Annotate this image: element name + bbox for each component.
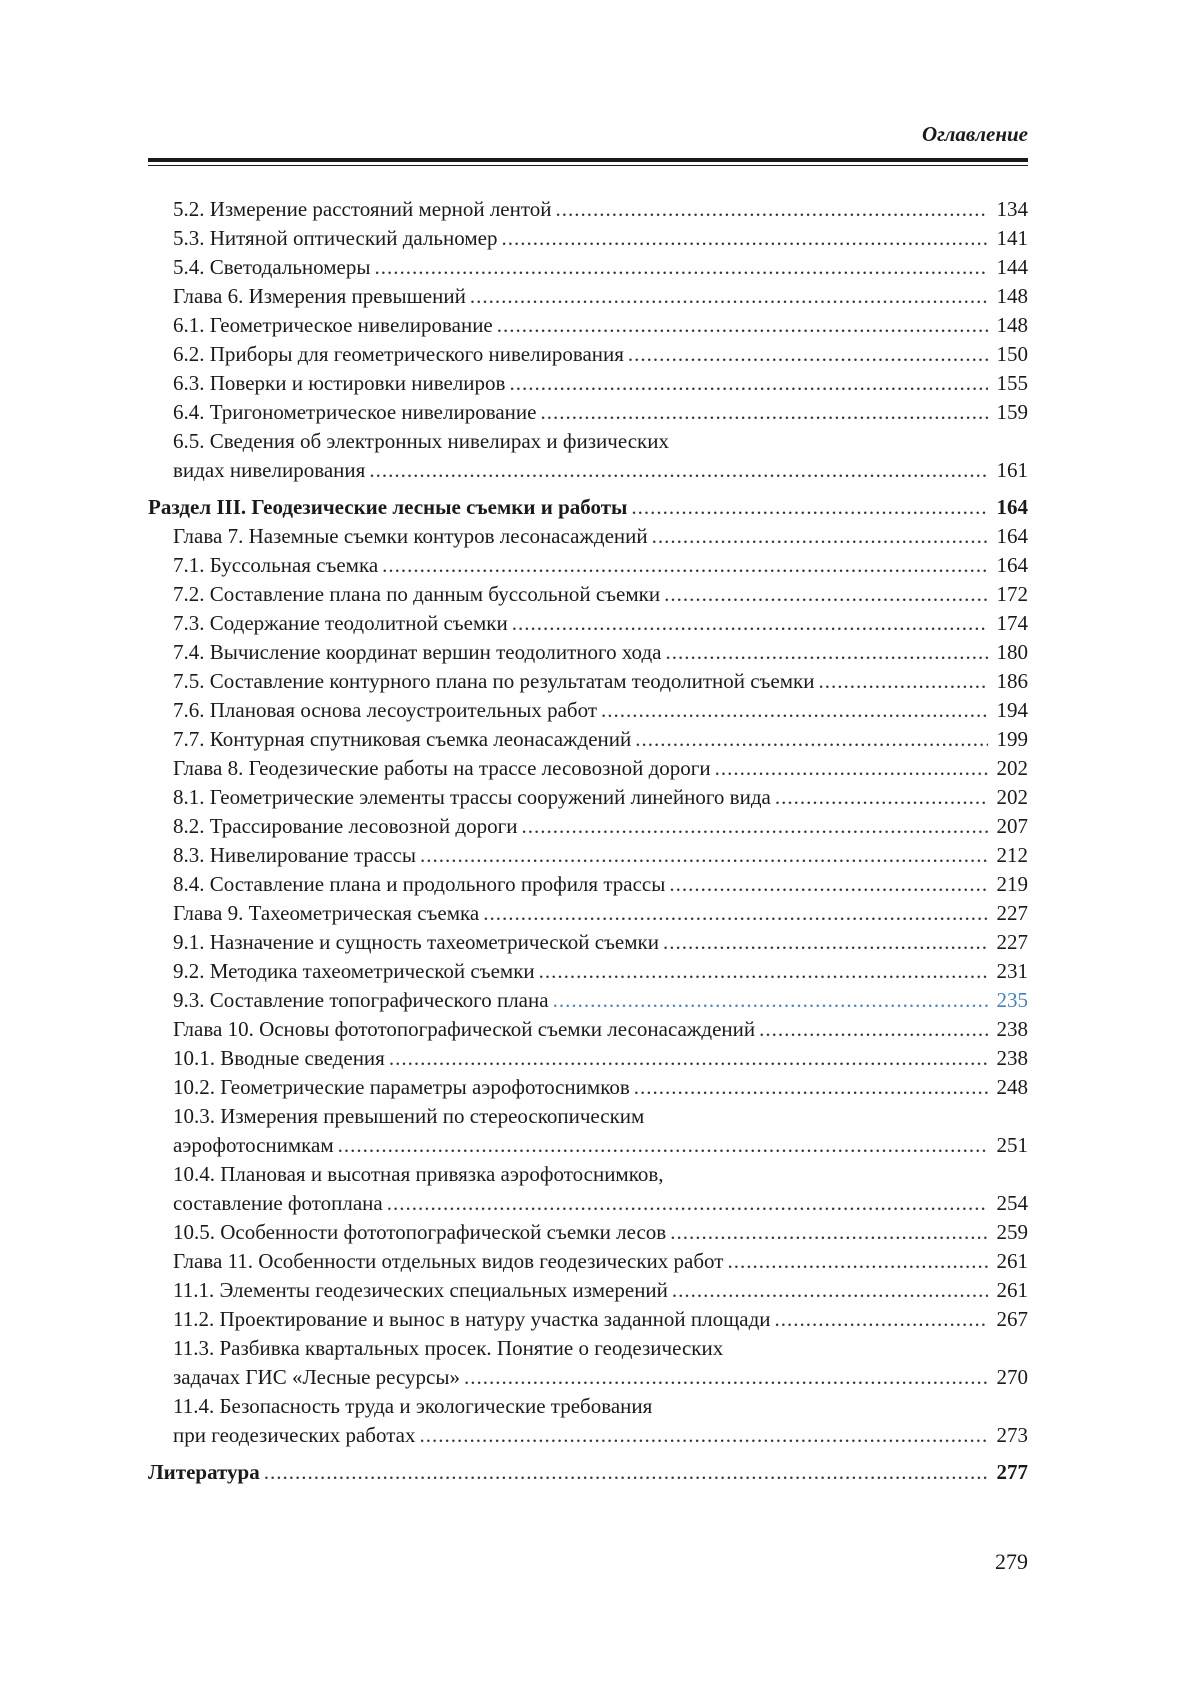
toc-entry-line	[148, 1218, 1028, 1247]
toc-entry[interactable]	[148, 1102, 1028, 1160]
toc-entry-line	[148, 957, 1028, 986]
toc-entry[interactable]	[148, 580, 1028, 609]
toc-page-number: 164	[996, 495, 1028, 519]
toc-entry-title: при геодезических работах	[173, 1423, 416, 1447]
toc-entry-title: 10.3. Измерения превышений по стереоскопическим	[173, 1104, 645, 1128]
toc-entry-line	[148, 1421, 1028, 1450]
dot-leader	[628, 340, 988, 369]
dot-leader	[672, 1276, 988, 1305]
toc-entry[interactable]	[148, 1276, 1028, 1305]
toc-page-number: 248	[996, 1075, 1028, 1099]
toc-entry[interactable]	[148, 398, 1028, 427]
toc-page-number: 261	[996, 1278, 1028, 1302]
dot-leader	[759, 1015, 988, 1044]
toc-entry-line	[148, 667, 1028, 696]
toc-entry[interactable]	[148, 609, 1028, 638]
dot-leader	[419, 1421, 988, 1450]
toc-page-number: 134	[996, 197, 1028, 221]
toc-entry-title: 8.3. Нивелирование трассы	[173, 843, 416, 867]
dot-leader	[483, 899, 988, 928]
toc-entry-line	[148, 725, 1028, 754]
toc-section-entry[interactable]	[148, 493, 1028, 522]
toc-entry[interactable]	[148, 1305, 1028, 1334]
toc-entry-title: видах нивелирования	[173, 458, 366, 482]
toc-entry-line	[148, 986, 1028, 1015]
toc-entry-title: 11.4. Безопасность труда и экологические требования	[173, 1394, 653, 1418]
toc-page-number: 172	[996, 582, 1028, 606]
toc-page-number: 227	[996, 901, 1028, 925]
toc-page-number: 199	[996, 727, 1028, 751]
toc-entry[interactable]	[148, 1218, 1028, 1247]
toc-entry[interactable]	[148, 522, 1028, 551]
page-number: 279	[995, 1549, 1028, 1574]
toc-entry-title: 10.1. Вводные сведения	[173, 1046, 385, 1070]
dot-leader	[634, 1073, 988, 1102]
table-of-contents	[148, 195, 1028, 1487]
toc-page-number: 267	[996, 1307, 1028, 1331]
dot-leader	[631, 493, 988, 522]
toc-entry-line	[148, 340, 1028, 369]
toc-entry-title: 11.1. Элементы геодезических специальных измерений	[173, 1278, 668, 1302]
toc-entry-line	[148, 1363, 1028, 1392]
section-gap	[148, 485, 1028, 493]
toc-entry-title: 11.2. Проектирование и вынос в натуру участка заданной площади	[173, 1307, 771, 1331]
header-rule-thin	[148, 165, 1028, 166]
toc-entry-title: Литература	[148, 1460, 260, 1484]
toc-page-number: 148	[996, 284, 1028, 308]
toc-entry-line	[148, 1044, 1028, 1073]
toc-page-number: 202	[996, 785, 1028, 809]
toc-entry[interactable]	[148, 957, 1028, 986]
toc-page-number: 219	[996, 872, 1028, 896]
dot-leader	[818, 667, 988, 696]
toc-entry-title: 6.2. Приборы для геометрического нивелирования	[173, 342, 624, 366]
toc-entry-line	[148, 783, 1028, 812]
toc-entry-title: 5.3. Нитяной оптический дальномер	[173, 226, 498, 250]
toc-entry-line	[148, 1102, 1028, 1131]
dot-leader	[338, 1131, 988, 1160]
toc-page-number: 144	[996, 255, 1028, 279]
toc-entry[interactable]	[148, 725, 1028, 754]
toc-entry[interactable]	[148, 899, 1028, 928]
dot-leader	[521, 812, 988, 841]
toc-entry[interactable]	[148, 311, 1028, 340]
toc-entry[interactable]	[148, 1044, 1028, 1073]
toc-entry-title: 6.3. Поверки и юстировки нивелиров	[173, 371, 506, 395]
toc-entry[interactable]	[148, 1160, 1028, 1218]
toc-entry-title: 10.5. Особенности фототопографической съемки лесов	[173, 1220, 667, 1244]
toc-entry[interactable]	[148, 667, 1028, 696]
toc-page-number: 251	[996, 1133, 1028, 1157]
toc-entry[interactable]	[148, 1334, 1028, 1392]
toc-entry-line	[148, 638, 1028, 667]
toc-entry[interactable]	[148, 224, 1028, 253]
toc-entry-title: 7.3. Содержание теодолитной съемки	[173, 611, 508, 635]
dot-leader	[374, 253, 988, 282]
toc-entry-title: 8.1. Геометрические элементы трассы сооружений линейного вида	[173, 785, 771, 809]
dot-leader	[501, 224, 988, 253]
toc-entry[interactable]	[148, 870, 1028, 899]
toc-entry-line	[148, 456, 1028, 485]
toc-entry-line	[148, 928, 1028, 957]
dot-leader	[509, 369, 988, 398]
toc-page-number: 174	[996, 611, 1028, 635]
dot-leader	[387, 1189, 988, 1218]
toc-entry-title: 8.2. Трассирование лесовозной дороги	[173, 814, 518, 838]
toc-entry-line	[148, 398, 1028, 427]
toc-entry-line	[148, 870, 1028, 899]
toc-page-number: 180	[996, 640, 1028, 664]
dot-leader	[464, 1363, 988, 1392]
dot-leader	[663, 928, 988, 957]
toc-entry-title: 9.1. Назначение и сущность тахеометрической съемки	[173, 930, 659, 954]
toc-entry-line	[148, 311, 1028, 340]
dot-leader	[775, 783, 988, 812]
dot-leader	[470, 282, 988, 311]
toc-entry-line	[148, 609, 1028, 638]
dot-leader	[382, 551, 988, 580]
toc-entry-title: 6.5. Сведения об электронных нивелирах и физических	[173, 429, 669, 453]
toc-entry[interactable]	[148, 282, 1028, 311]
toc-entry[interactable]	[148, 551, 1028, 580]
toc-entry-title: 6.4. Тригонометрическое нивелирование	[173, 400, 537, 424]
dot-leader	[775, 1305, 988, 1334]
toc-entry-line	[148, 1392, 1028, 1421]
toc-entry-line	[148, 899, 1028, 928]
toc-page-number: 238	[996, 1017, 1028, 1041]
toc-page-number: 159	[996, 400, 1028, 424]
toc-entry-line	[148, 195, 1028, 224]
dot-leader	[665, 638, 988, 667]
dot-leader	[539, 957, 988, 986]
toc-entry-title: задачах ГИС «Лесные ресурсы»	[173, 1365, 460, 1389]
toc-entry-title: 8.4. Составление плана и продольного профиля трассы	[173, 872, 666, 896]
dot-leader	[635, 725, 988, 754]
toc-page-number: 164	[996, 553, 1028, 577]
toc-entry-title: составление фотоплана	[173, 1191, 383, 1215]
toc-page-number: 164	[996, 524, 1028, 548]
toc-entry[interactable]	[148, 812, 1028, 841]
toc-page-number: 194	[996, 698, 1028, 722]
toc-entry-line	[148, 1334, 1028, 1363]
toc-entry-line	[148, 369, 1028, 398]
toc-page-number: 141	[996, 226, 1028, 250]
toc-entry-line	[148, 1015, 1028, 1044]
section-gap	[148, 1450, 1028, 1458]
toc-entry-line	[148, 696, 1028, 725]
toc-entry-line	[148, 1458, 1028, 1487]
toc-entry-title: 10.2. Геометрические параметры аэрофотоснимков	[173, 1075, 630, 1099]
toc-entry[interactable]	[148, 696, 1028, 725]
toc-page-number: 270	[996, 1365, 1028, 1389]
dot-leader	[389, 1044, 988, 1073]
toc-entry[interactable]	[148, 783, 1028, 812]
running-title: Оглавление	[921, 122, 1028, 146]
toc-entry-line	[148, 1305, 1028, 1334]
toc-entry-line	[148, 812, 1028, 841]
toc-page-number: 277	[996, 1460, 1028, 1484]
dot-leader	[669, 870, 988, 899]
toc-page-number: 259	[996, 1220, 1028, 1244]
toc-entry-line	[148, 1247, 1028, 1276]
toc-page-number: 235	[996, 988, 1028, 1012]
toc-entry-line	[148, 282, 1028, 311]
toc-entry-line	[148, 551, 1028, 580]
toc-entry[interactable]	[148, 928, 1028, 957]
header-rule-thick	[148, 158, 1028, 162]
toc-entry-title: Глава 7. Наземные съемки контуров лесонасаждений	[173, 524, 648, 548]
toc-entry-line	[148, 253, 1028, 282]
dot-leader	[420, 841, 988, 870]
toc-entry[interactable]	[148, 340, 1028, 369]
toc-entry[interactable]	[148, 195, 1028, 224]
toc-entry-title: 6.1. Геометрическое нивелирование	[173, 313, 493, 337]
dot-leader	[715, 754, 988, 783]
toc-entry-line	[148, 427, 1028, 456]
dot-leader	[664, 580, 988, 609]
toc-entry[interactable]	[148, 1247, 1028, 1276]
toc-entry[interactable]	[148, 986, 1028, 1015]
toc-entry-line	[148, 1073, 1028, 1102]
toc-entry[interactable]	[148, 841, 1028, 870]
toc-page-number: 273	[996, 1423, 1028, 1447]
toc-entry[interactable]	[148, 638, 1028, 667]
toc-entry-title: 11.3. Разбивка квартальных просек. Понятие о геодезических	[173, 1336, 724, 1360]
toc-entry-title: 10.4. Плановая и высотная привязка аэрофотоснимков,	[173, 1162, 664, 1186]
toc-entry-title: 7.2. Составление плана по данным буссольной съемки	[173, 582, 661, 606]
toc-entry-title: 7.5. Составление контурного плана по результатам теодолитной съемки	[173, 669, 815, 693]
toc-entry-title: 7.7. Контурная спутниковая съемка леонасаждений	[173, 727, 632, 751]
toc-page-number: 186	[996, 669, 1028, 693]
toc-entry-line	[148, 1189, 1028, 1218]
toc-entry-line	[148, 1131, 1028, 1160]
toc-entry-title: Глава 6. Измерения превышений	[173, 284, 466, 308]
toc-page-number: 148	[996, 313, 1028, 337]
toc-page-number: 202	[996, 756, 1028, 780]
toc-section-entry[interactable]	[148, 1458, 1028, 1487]
toc-page-number: 231	[996, 959, 1028, 983]
toc-entry-line	[148, 493, 1028, 522]
toc-entry-title: Раздел III. Геодезические лесные съемки и работы	[148, 495, 628, 519]
dot-leader	[540, 398, 988, 427]
toc-entry-title: Глава 11. Особенности отдельных видов геодезических работ	[173, 1249, 724, 1273]
dot-leader	[553, 986, 988, 1015]
toc-page-number: 227	[996, 930, 1028, 954]
toc-page-number: 254	[996, 1191, 1028, 1215]
toc-entry-title: 7.4. Вычисление координат вершин теодолитного хода	[173, 640, 662, 664]
toc-entry[interactable]	[148, 369, 1028, 398]
toc-entry-title: Глава 9. Тахеометрическая съемка	[173, 901, 480, 925]
toc-entry-title: 9.2. Методика тахеометрической съемки	[173, 959, 535, 983]
dot-leader	[601, 696, 988, 725]
dot-leader	[497, 311, 988, 340]
toc-entry-line	[148, 1276, 1028, 1305]
toc-page-number: 212	[996, 843, 1028, 867]
toc-entry[interactable]	[148, 754, 1028, 783]
toc-page-number: 150	[996, 342, 1028, 366]
dot-leader	[670, 1218, 988, 1247]
toc-entry-title: аэрофотоснимкам	[173, 1133, 334, 1157]
toc-entry[interactable]	[148, 1392, 1028, 1450]
toc-entry[interactable]	[148, 1073, 1028, 1102]
dot-leader	[727, 1247, 988, 1276]
dot-leader	[556, 195, 989, 224]
dot-leader	[264, 1458, 988, 1487]
toc-entry-line	[148, 224, 1028, 253]
toc-entry-title: 9.3. Составление топографического плана	[173, 988, 549, 1012]
dot-leader	[369, 456, 988, 485]
toc-entry[interactable]	[148, 427, 1028, 485]
toc-page-number: 238	[996, 1046, 1028, 1070]
toc-page-number: 155	[996, 371, 1028, 395]
toc-entry[interactable]	[148, 253, 1028, 282]
toc-entry-title: 5.2. Измерение расстояний мерной лентой	[173, 197, 552, 221]
toc-entry-line	[148, 580, 1028, 609]
toc-entry[interactable]	[148, 1015, 1028, 1044]
toc-entry-line	[148, 754, 1028, 783]
toc-entry-title: Глава 8. Геодезические работы на трассе лесовозной дороги	[173, 756, 711, 780]
toc-page-number: 207	[996, 814, 1028, 838]
dot-leader	[652, 522, 988, 551]
toc-entry-title: 7.1. Буссольная съемка	[173, 553, 379, 577]
toc-entry-line	[148, 1160, 1028, 1189]
toc-entry-title: 5.4. Светодальномеры	[173, 255, 371, 279]
toc-entry-title: Глава 10. Основы фототопографической съемки лесонасаждений	[173, 1017, 756, 1041]
toc-page-number: 261	[996, 1249, 1028, 1273]
toc-entry-line	[148, 522, 1028, 551]
toc-entry-line	[148, 841, 1028, 870]
toc-page-number: 161	[996, 458, 1028, 482]
dot-leader	[512, 609, 988, 638]
toc-entry-title: 7.6. Плановая основа лесоустроительных работ	[173, 698, 598, 722]
